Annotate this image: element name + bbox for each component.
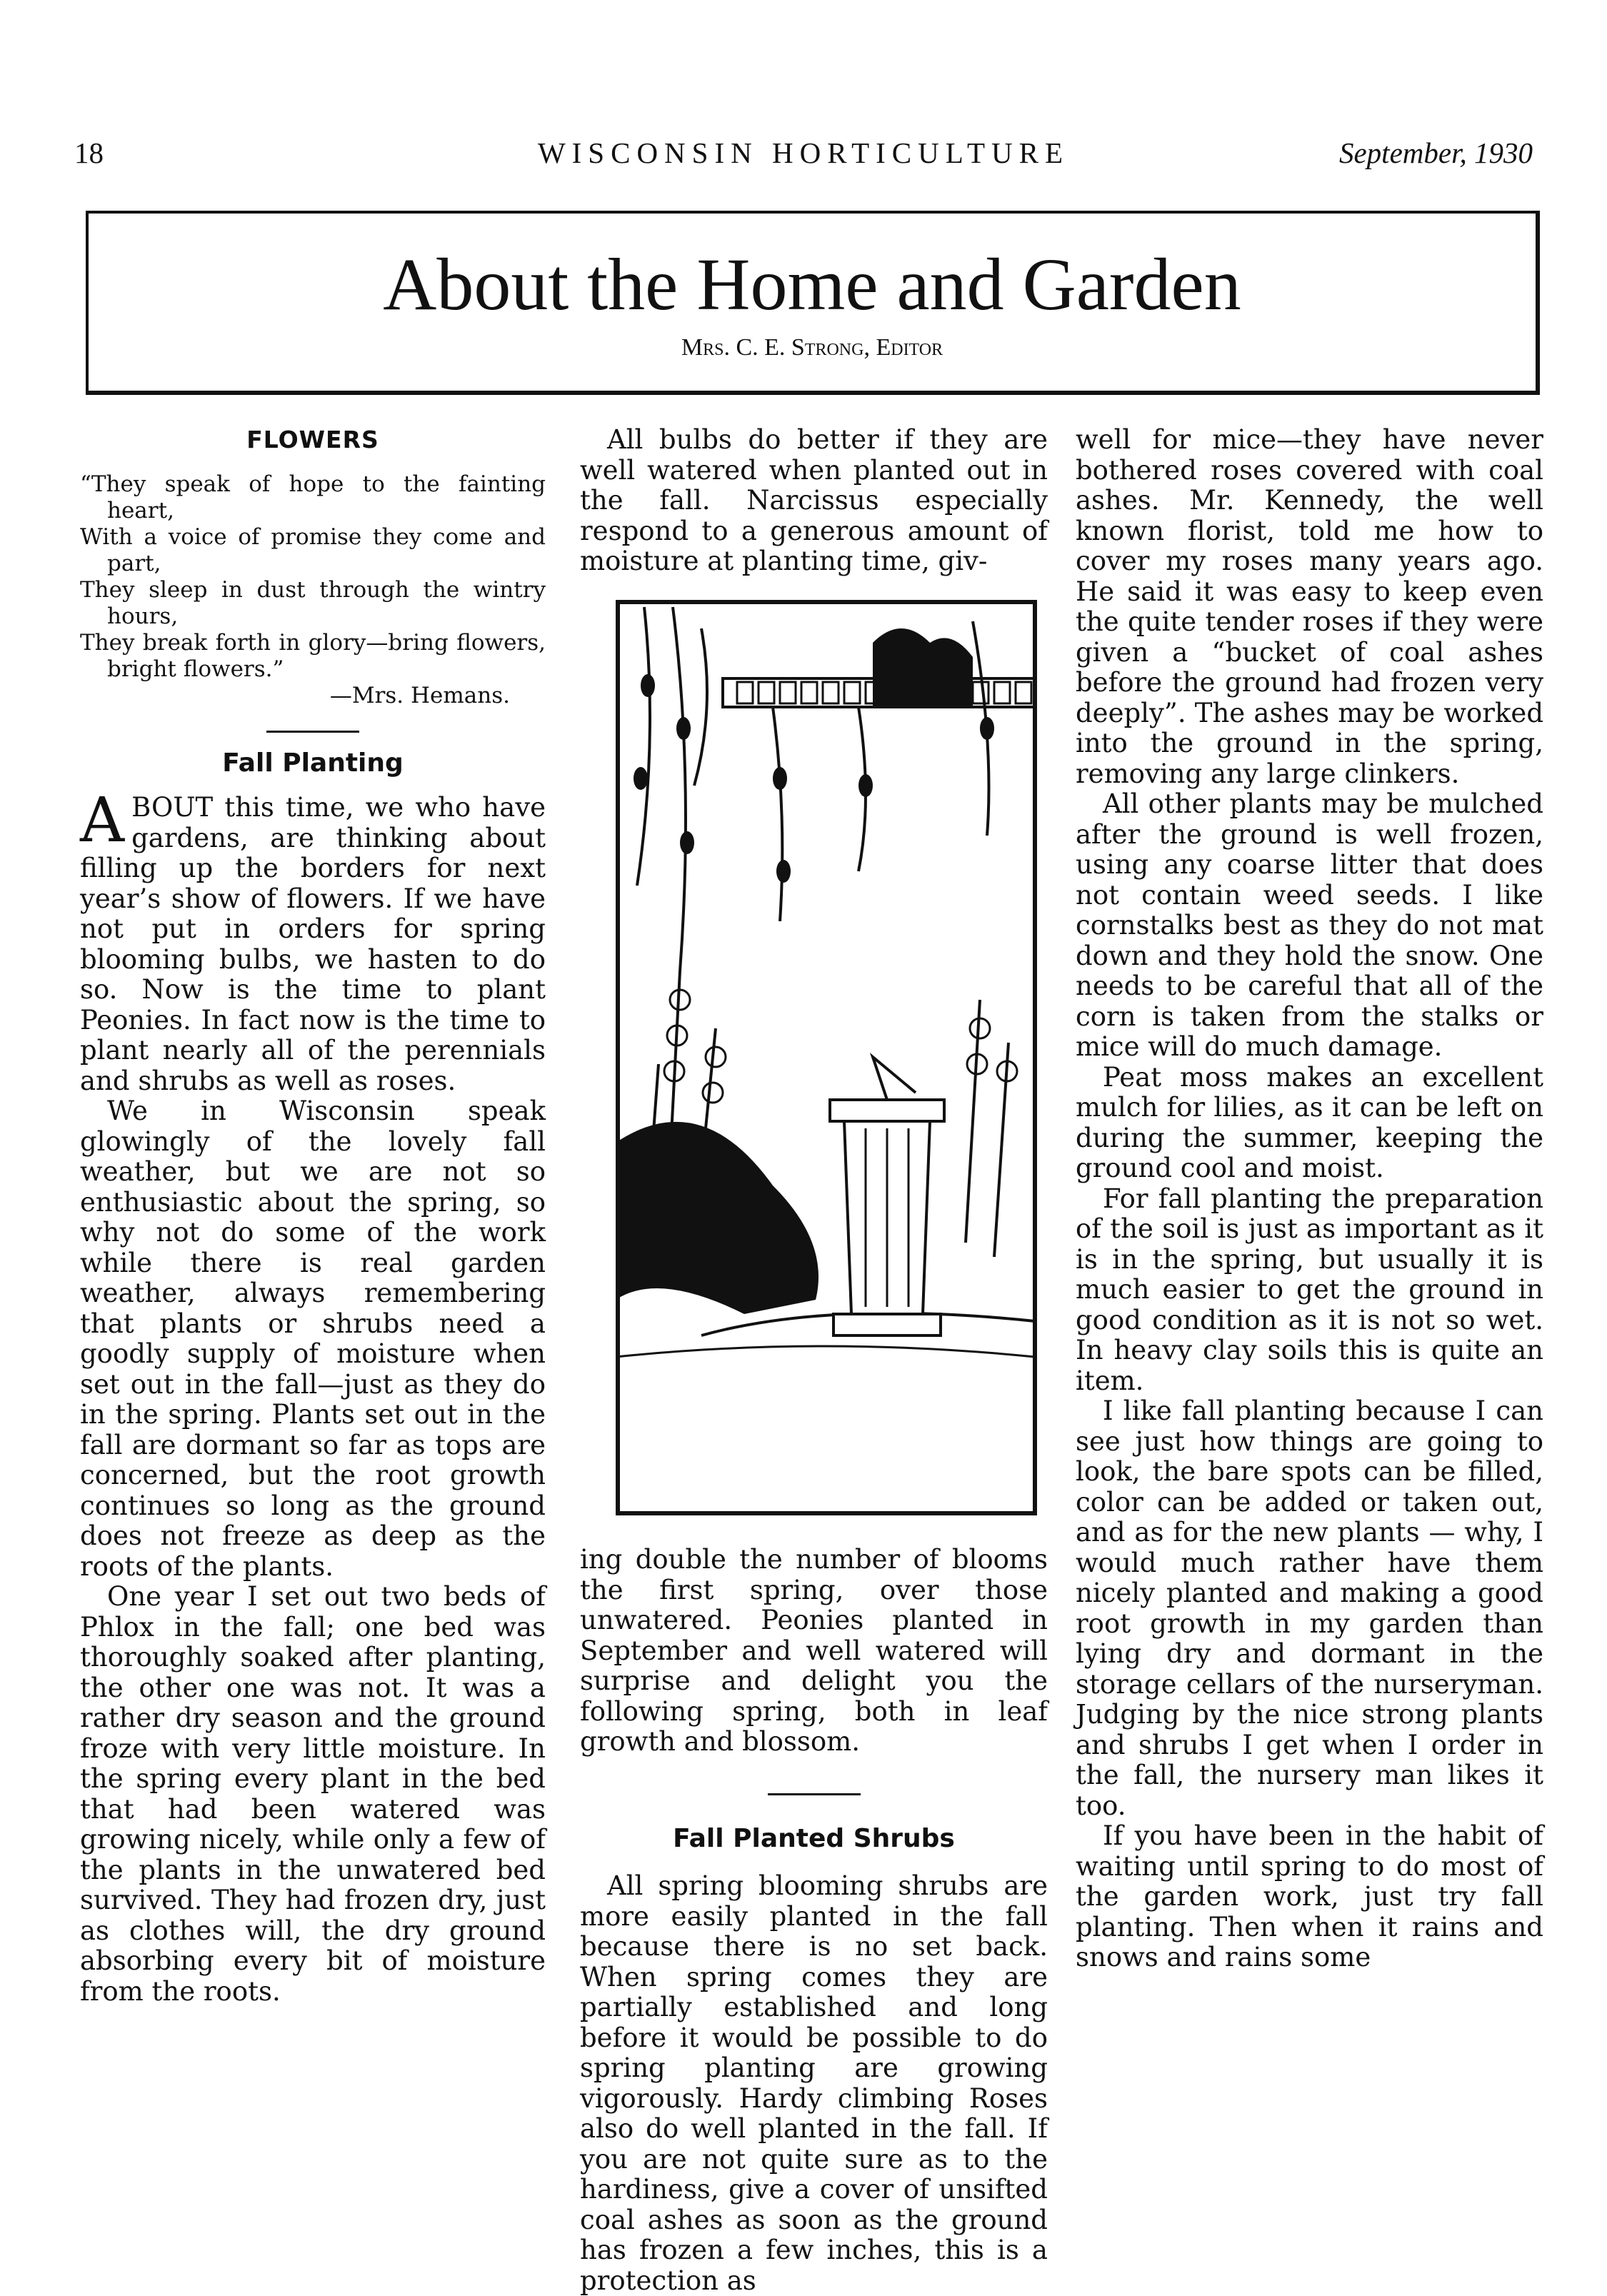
poem-heading: FLOWERS [246, 426, 379, 453]
issue-date: September, 1930 [1338, 136, 1533, 169]
drop-cap: A [80, 785, 125, 856]
poem-line: “They speak of hope to the fainting heart, [80, 471, 546, 523]
page-number: 18 [74, 136, 104, 169]
paragraph: ing double the number of blooms the first spring, over those unwatered. Peonies planted in September and well watered will surprise and delight you the following spring, both in leaf growth and blossom. [580, 1544, 1048, 1757]
column-2 [580, 425, 1048, 2296]
editor-credit: Mrs. C. E. Strong, Editor [681, 334, 943, 361]
section-title: About the Home and Garden [383, 244, 1241, 326]
journal-title: WISCONSIN HORTICULTURE [537, 136, 1070, 169]
paragraph: ABOUT this time, we who have gardens, are thinking about filling up the borders for next year’s show of flowers. If we have not put in orders for spring blooming bulbs, we hasten to do so. Now is the time to plant Peonies. In fact now is the time to plant nearly all of the perennials and shrubs as well as roses. [80, 785, 546, 1096]
fall-planting-heading: Fall Planting [222, 748, 404, 778]
poem-line: They sleep in dust through the wintry hours, [80, 576, 546, 629]
paragraph: If you have been in the habit of waiting until spring to do most of the garden work, just try fall planting. Then when it rains and snows and rains some [1076, 1820, 1543, 1972]
sundial-garden-illustration [616, 600, 1037, 1515]
paragraph: I like fall planting because I can see just how things are going to look, the bare spots can be filled, color can be added or taken out, and as for the new plants — why, I would much rather have them nicely planted and making a good root growth in my garden than lying dry and dormant in the storage cellars of the nurseryman. Judging by the nice strong plants and shrubs I get when I order in the fall, the nursery man likes it too. [1076, 1395, 1543, 1821]
divider-rule [768, 1793, 861, 1795]
poem-author: —Mrs. Hemans. [329, 682, 510, 708]
poem-line: They break forth in glory—bring flowers, bright flowers.” [80, 629, 546, 682]
divider-rule [266, 731, 359, 733]
paragraph: All other plants may be mulched after the ground is well frozen, using any coarse litter that does not contain weed seeds. I like cornstalks best as they do not mat down and they hold the snow. One needs to be careful that all of the corn is taken from the stalks or mice will do much damage. [1076, 788, 1543, 1062]
running-head [74, 136, 1533, 179]
fall-planted-shrubs-heading: Fall Planted Shrubs [673, 1823, 955, 1853]
paragraph: We in Wisconsin speak glowingly of the lovely fall weather, but we are not so enthusiastic about the spring, so why not do some of the work while there is real garden weather, always remembering that plants or shrubs need a goodly supply of moisture when set out in the fall—just as they do in the spring. Plants set out in the fall are dormant so far as tops are concerned, but the root growth continues so long as the ground does not freeze as deep as the roots of the plants. [80, 1096, 546, 1582]
section-title-box [86, 211, 1540, 395]
column-1 [80, 425, 546, 2007]
paragraph: All spring blooming shrubs are more easily planted in the fall because there is no set back. When spring comes they are partially established and long before it would be possible to do spring planting are growing vigorously. Hardy climbing Roses also do well planted in the fall. If you are not quite sure as to the hardiness, give a cover of unsifted coal ashes as soon as the ground has frozen a few inches, this is a protection as [580, 1870, 1048, 2296]
poem-line: With a voice of promise they come and part, [80, 523, 546, 576]
column-3 [1076, 425, 1543, 1973]
paragraph: For fall planting the preparation of the soil is just as important as it is in the spring, but usually it is much easier to get the ground in good condition as it is not so wet. In heavy clay soils this is quite an item. [1076, 1183, 1543, 1396]
paragraph: well for mice—they have never bothered roses covered with coal ashes. Mr. Kennedy, the well known florist, told me how to cover my roses many years ago. He said it was easy to keep even the quite tender roses if they were given a “bucket of coal ashes before the ground had frozen very deeply”. The ashes may be worked into the ground in the spring, removing any large clinkers. [1076, 424, 1543, 789]
paragraph: Peat moss makes an excellent mulch for lilies, as it can be left on during the summer, keeping the ground cool and moist. [1076, 1061, 1543, 1183]
poem [80, 471, 546, 709]
paragraph: All bulbs do better if they are well watered when planted out in the fall. Narcissus especially respond to a generous amount of moisture at planting time, giv- [580, 424, 1048, 576]
paragraph: One year I set out two beds of Phlox in the fall; one bed was thoroughly soaked after planting, the other one was not. It was a rather dry season and the ground froze with very little moisture. In the spring every plant in the bed that had been watered was growing nicely, while only a few of the plants in the unwatered bed survived. They had frozen dry, just as clothes will, the dry ground absorbing every bit of moisture from the roots. [80, 1581, 546, 2007]
